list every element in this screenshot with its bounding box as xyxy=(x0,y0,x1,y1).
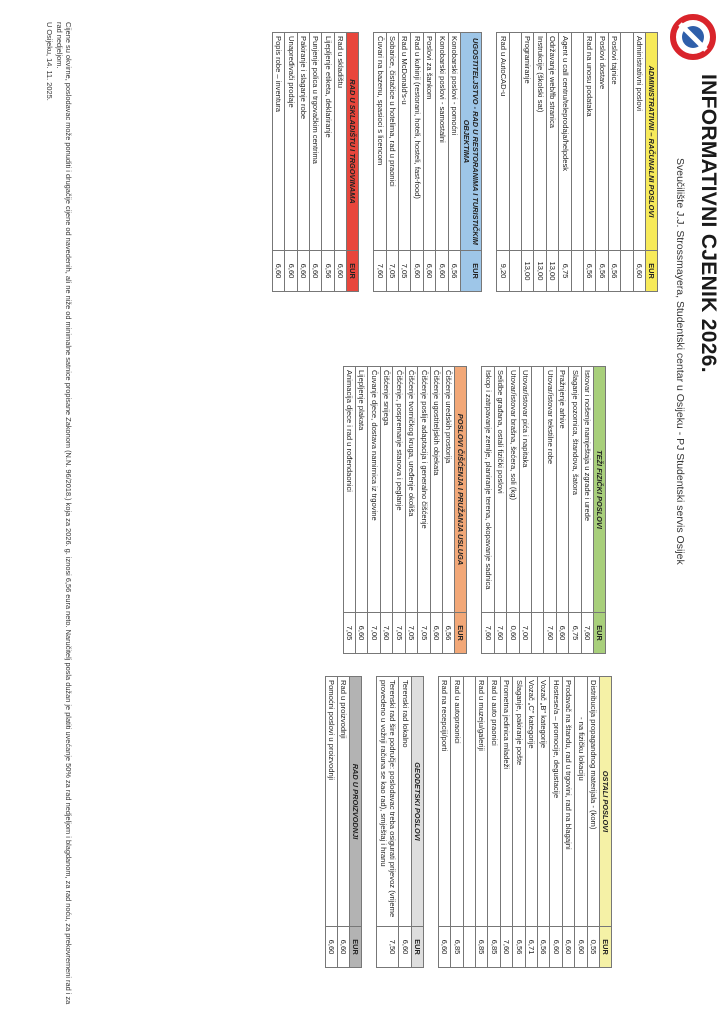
table-row xyxy=(386,33,398,292)
row-label xyxy=(621,33,633,251)
row-label xyxy=(571,33,583,251)
table-title: UGOSTITELJSTVO - RAD U RESTORANIMA I TURISTIČKIM OBJEKTIMA xyxy=(461,33,482,251)
row-price: 6,60 xyxy=(411,251,423,292)
page-subtitle: Sveučilište J.J. Strossmayera, Studentski centar u Osijeku - PJ Studentski servis Osijek xyxy=(674,158,686,565)
row-label: Pražnjenje arhive xyxy=(556,367,568,613)
table-title: ADMINISTRATIVNI – RAČUNALNI POSLOVI xyxy=(646,33,658,251)
row-price: 6,60 xyxy=(338,927,350,968)
row-label xyxy=(509,33,521,251)
table-row xyxy=(550,677,562,968)
table-row xyxy=(334,33,346,292)
row-price: 0,55 xyxy=(587,927,599,968)
table-row xyxy=(297,33,309,292)
table-row xyxy=(423,33,435,292)
table-row xyxy=(562,677,574,968)
row-label: Popis robe – inventura xyxy=(272,33,284,251)
table-proizvodnja xyxy=(325,676,363,968)
column-middle xyxy=(343,366,606,654)
row-price: 6,60 xyxy=(575,927,587,968)
row-label: - na fizičku lokaciju xyxy=(575,677,587,927)
table-geodetski xyxy=(377,676,424,968)
row-price: 6,60 xyxy=(633,251,645,292)
table-title: RAD U SKLADIŠTU I TRGOVINAMA xyxy=(347,33,359,251)
table-row xyxy=(285,33,297,292)
row-label: Čišćenje, pospremanje stanova i peglanje xyxy=(393,367,405,613)
row-price: 7,60 xyxy=(544,613,556,654)
row-label: Istovar i nošenje namještaja u zgrade i urede xyxy=(581,367,593,613)
row-label: Utovar/istovar pića i napitaka xyxy=(519,367,531,613)
row-price: 6,60 xyxy=(310,251,322,292)
row-price: 7,60 xyxy=(482,613,494,654)
table-row xyxy=(500,677,512,968)
table-row xyxy=(438,677,450,968)
column-right xyxy=(325,676,612,968)
table-header xyxy=(411,677,423,968)
table-row xyxy=(546,33,558,292)
row-price: 6,85 xyxy=(451,927,463,968)
table-row xyxy=(587,677,599,968)
table-row xyxy=(621,33,633,292)
row-label: Poslovi dostave xyxy=(596,33,608,251)
row-price: 6,60 xyxy=(562,927,574,968)
table-row xyxy=(513,677,525,968)
row-label: Prodavač na štandu, rad u trgovini, rad na blagajni xyxy=(562,677,574,927)
table-ostali xyxy=(438,676,612,968)
table-tezi xyxy=(481,366,606,654)
row-price: 7,05 xyxy=(405,613,417,654)
row-price: 6,60 xyxy=(430,613,442,654)
table-row xyxy=(475,677,487,968)
table-row xyxy=(448,33,460,292)
row-price: 6,60 xyxy=(285,251,297,292)
row-price: 7,60 xyxy=(374,251,386,292)
table-row xyxy=(451,677,463,968)
table-title: OSTALI POSLOVI xyxy=(600,677,612,927)
row-label: Slaganje pozornica, štandova, šatora xyxy=(569,367,581,613)
table-row xyxy=(494,367,506,654)
currency-label: EUR xyxy=(600,927,612,968)
row-price: 0,60 xyxy=(507,613,519,654)
table-row xyxy=(374,33,386,292)
row-price: 13,00 xyxy=(546,251,558,292)
row-price xyxy=(509,251,521,292)
table-row xyxy=(575,677,587,968)
row-price: 6,56 xyxy=(448,251,460,292)
row-label: Rad u auto praonici xyxy=(488,677,500,927)
table-header xyxy=(350,677,362,968)
table-row xyxy=(497,33,509,292)
row-label: Agent u call centru/teleprodaja/helpdesk xyxy=(559,33,571,251)
row-price: 9,20 xyxy=(497,251,509,292)
row-price: 6,85 xyxy=(488,927,500,968)
table-row xyxy=(488,677,500,968)
table-row xyxy=(325,677,337,968)
row-price: 6,60 xyxy=(334,251,346,292)
row-price: 7,60 xyxy=(500,927,512,968)
row-price: 7,05 xyxy=(399,251,411,292)
table-row xyxy=(430,367,442,654)
table-row xyxy=(399,33,411,292)
row-price: 6,60 xyxy=(550,927,562,968)
row-label: Vozač „C" kategorije xyxy=(525,677,537,927)
row-label: Terenski rad lokalno xyxy=(399,677,411,927)
table-row xyxy=(525,677,537,968)
row-label: Čišćenje ugostiteljskih objekata xyxy=(430,367,442,613)
row-label: Programiranje xyxy=(521,33,533,251)
table-row xyxy=(322,33,334,292)
table-header xyxy=(594,367,606,654)
row-label: Administrativni poslovi xyxy=(633,33,645,251)
table-row xyxy=(343,367,355,654)
table-row xyxy=(559,33,571,292)
row-price: 6,60 xyxy=(436,251,448,292)
row-price: 7,05 xyxy=(343,613,355,654)
table-row xyxy=(442,367,454,654)
row-price: 7,05 xyxy=(418,613,430,654)
row-price: 7,60 xyxy=(581,613,593,654)
row-price: 6,56 xyxy=(513,927,525,968)
table-row xyxy=(608,33,620,292)
table-row xyxy=(418,367,430,654)
row-label: Sobarice, čistačice u hotelima, rad u praonici xyxy=(386,33,398,251)
table-row xyxy=(596,33,608,292)
row-label: Čišćenje poslije adaptacija i generalno čišćenje xyxy=(418,367,430,613)
row-label: Pomoćni poslovi u proizvodnji xyxy=(325,677,337,927)
currency-label: EUR xyxy=(594,613,606,654)
row-label: Rad u proizvodnji xyxy=(338,677,350,927)
row-label: Vozač „B" kategorije xyxy=(537,677,549,927)
row-price: 13,00 xyxy=(534,251,546,292)
row-label: Održavanje web/fb stranica xyxy=(546,33,558,251)
row-label: Rad u McDonald's-u xyxy=(399,33,411,251)
row-price: 6,60 xyxy=(297,251,309,292)
row-label: Poslovi za šankom xyxy=(423,33,435,251)
table-row xyxy=(368,367,380,654)
table-row xyxy=(633,33,645,292)
row-price: 6,56 xyxy=(583,251,595,292)
row-label: Prometna jedinica mladeži xyxy=(500,677,512,927)
table-row xyxy=(411,33,423,292)
row-label: Punjenje polica u trgovačkim centrima xyxy=(310,33,322,251)
table-row xyxy=(509,33,521,292)
table-row xyxy=(436,33,448,292)
table-row xyxy=(531,367,543,654)
row-label: Terenski rad šire područje: poslodavac treba osigurati prijevoz (vrijeme provedeno u vožnji računa se kao rad), smještaj i hranu xyxy=(377,677,399,927)
row-label: Unapređivači prodaje xyxy=(285,33,297,251)
row-price: 6,56 xyxy=(537,927,549,968)
table-row xyxy=(463,677,475,968)
row-label: Iskop i zatrpavanje zemlje, planiranje terena, okopavanje sadnica xyxy=(482,367,494,613)
currency-label: EUR xyxy=(411,927,423,968)
table-row xyxy=(521,33,533,292)
table-row xyxy=(556,367,568,654)
table-row xyxy=(482,367,494,654)
row-label: Rad na unosu podataka xyxy=(583,33,595,251)
row-label: Instrukcije (školski sat) xyxy=(534,33,546,251)
row-price: 6,60 xyxy=(556,613,568,654)
table-row xyxy=(338,677,350,968)
row-price: 6,56 xyxy=(608,251,620,292)
row-label xyxy=(463,677,475,927)
row-price xyxy=(571,251,583,292)
table-title: POSLOVI ČIŠĆENJA I PRUŽANJA USLUGA xyxy=(455,367,467,613)
row-label: Rad u kuhinji (restorani, hoteli, hosteli, fast-food) xyxy=(411,33,423,251)
row-label: Rad u autopraonici xyxy=(451,677,463,927)
table-admin xyxy=(496,32,658,292)
row-price: 7,05 xyxy=(393,613,405,654)
table-skladista xyxy=(272,32,359,292)
table-ciscenje xyxy=(343,366,468,654)
row-label: Hostese/a – promocije, degustacije xyxy=(550,677,562,927)
row-price: 6,75 xyxy=(569,613,581,654)
row-label: Konobarski poslovi - samostalni xyxy=(436,33,448,251)
table-header xyxy=(600,677,612,968)
table-header xyxy=(646,33,658,292)
row-label: Distribucija propagandnog materijala - (kom) xyxy=(587,677,599,927)
row-label: Konobarski poslovi - pomoćni xyxy=(448,33,460,251)
row-price xyxy=(531,613,543,654)
currency-label: EUR xyxy=(455,613,467,654)
table-title: RAD U PROIZVODNJI xyxy=(350,677,362,927)
row-price: 7,60 xyxy=(380,613,392,654)
table-row xyxy=(544,367,556,654)
row-price: 13,00 xyxy=(521,251,533,292)
row-price: 6,60 xyxy=(438,927,450,968)
row-label: Poslovi tajnice xyxy=(608,33,620,251)
row-label: Lijepljenje plakata xyxy=(356,367,368,613)
row-price: 6,56 xyxy=(442,613,454,654)
table-title: TEŽI FIZIČKI POSLOVI xyxy=(594,367,606,613)
footer-date: U Osijeku, 14. 11. 2025. xyxy=(45,22,55,101)
row-label: Rad u skladištu xyxy=(334,33,346,251)
row-label xyxy=(531,367,543,613)
row-price: 6,60 xyxy=(325,927,337,968)
table-row xyxy=(272,33,284,292)
footer-note-text: Cijene su okvirne, poslodavac može ponuditi i drugačije cijene od navedenih, ali ne niže od minimalne satnice propisane Zakonom (N.N. 96/2018.) koja za 2026. g. iznosi 6,56 eura neto. Naručitelj posla dužan je platiti uvećanje 50% za rad nedjeljom i blagdanom, za rad noću, za prekovremeni rad i za rad nedjeljom. xyxy=(54,22,73,1005)
row-label: Lijepljenje etiketa, deklariranje xyxy=(322,33,334,251)
row-label: Selidbe građana, ostali fizički poslovi xyxy=(494,367,506,613)
studentski-centar-logo xyxy=(670,14,716,60)
table-row xyxy=(356,367,368,654)
row-price: 7,00 xyxy=(368,613,380,654)
table-row xyxy=(581,367,593,654)
table-row xyxy=(534,33,546,292)
currency-label: EUR xyxy=(646,251,658,292)
row-label: Čišćenje snijega xyxy=(380,367,392,613)
currency-label: EUR xyxy=(350,927,362,968)
row-price xyxy=(463,927,475,968)
row-price: 6,71 xyxy=(525,927,537,968)
row-label: Čišćenje tvorničkog kruga, uređenje okoliša xyxy=(405,367,417,613)
page-title: INFORMATIVNI CJENIK 2026. xyxy=(697,74,720,373)
row-label: Čuvari na bazenu, spasioci s licencom xyxy=(374,33,386,251)
table-header xyxy=(455,367,467,654)
row-price: 6,56 xyxy=(596,251,608,292)
column-left xyxy=(272,32,658,292)
table-title: GEODETSKI POSLOVI xyxy=(411,677,423,927)
table-row xyxy=(377,677,399,968)
table-row xyxy=(507,367,519,654)
row-label: Čuvanje djece, dostava namirnica iz trgovine xyxy=(368,367,380,613)
row-label: Animacija djece i rad u rođendaonici xyxy=(343,367,355,613)
table-row xyxy=(571,33,583,292)
row-label: Utovar/istovar tekstilne robe xyxy=(544,367,556,613)
table-header xyxy=(461,33,482,292)
footer-note xyxy=(45,22,73,1012)
table-row xyxy=(537,677,549,968)
currency-label: EUR xyxy=(461,251,482,292)
row-label: Slaganje, pakiranje pošte xyxy=(513,677,525,927)
row-price: 6,60 xyxy=(272,251,284,292)
table-row xyxy=(399,677,411,968)
row-label: Rad na recepciji/porti xyxy=(438,677,450,927)
row-label: Pakiranje i slaganje robe xyxy=(297,33,309,251)
table-row xyxy=(310,33,322,292)
row-price xyxy=(621,251,633,292)
table-header xyxy=(347,33,359,292)
table-row xyxy=(583,33,595,292)
row-price: 6,60 xyxy=(356,613,368,654)
currency-label: EUR xyxy=(347,251,359,292)
row-price: 6,60 xyxy=(399,927,411,968)
row-label: Čišćenje uredskih prostorija xyxy=(442,367,454,613)
row-label: Utovar/istovar brašna, šećera, soli (kg) xyxy=(507,367,519,613)
table-row xyxy=(405,367,417,654)
row-label: Rad u AutoCAD-u xyxy=(497,33,509,251)
row-price: 6,56 xyxy=(322,251,334,292)
table-row xyxy=(519,367,531,654)
table-row xyxy=(380,367,392,654)
row-price: 7,50 xyxy=(377,927,399,968)
row-label: Rad u muzeju/galeriji xyxy=(475,677,487,927)
table-row xyxy=(393,367,405,654)
row-price: 6,60 xyxy=(423,251,435,292)
table-row xyxy=(569,367,581,654)
row-price: 6,85 xyxy=(475,927,487,968)
table-ugostiteljstvo xyxy=(373,32,482,292)
row-price: 7,05 xyxy=(386,251,398,292)
row-price: 7,60 xyxy=(494,613,506,654)
row-price: 7,00 xyxy=(519,613,531,654)
row-price: 6,75 xyxy=(559,251,571,292)
